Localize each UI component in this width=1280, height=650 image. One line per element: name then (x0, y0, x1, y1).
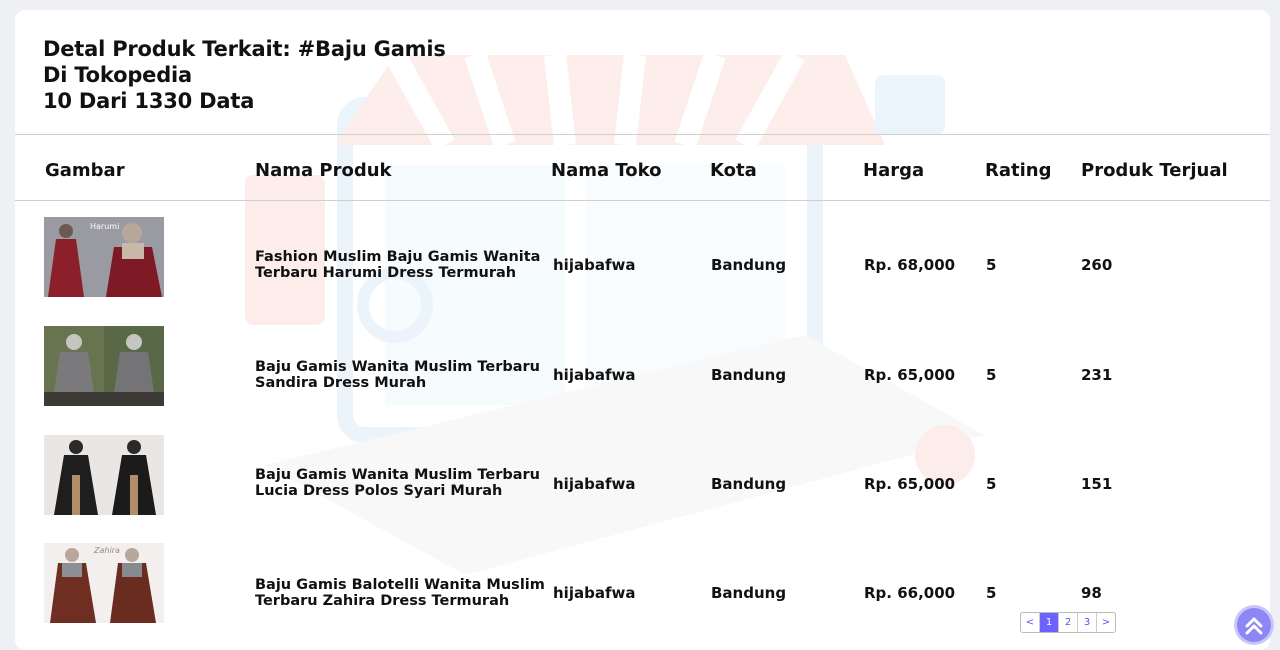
product-card (15, 10, 1270, 650)
product-image[interactable] (44, 217, 164, 297)
sold-count: 151 (1081, 475, 1113, 493)
pagination-page-3[interactable]: 3 (1078, 613, 1097, 632)
table-row (15, 326, 1270, 426)
title-line-3: 10 Dari 1330 Data (43, 89, 255, 113)
column-header-produk-terjual: Produk Terjual (1081, 160, 1228, 181)
product-name[interactable] (255, 359, 545, 391)
double-chevron-up-icon (1237, 608, 1271, 642)
pagination (1020, 612, 1116, 633)
title-line-2: Di Tokopedia (43, 63, 193, 87)
divider (15, 134, 1270, 135)
city: Bandung (711, 584, 787, 602)
product-image[interactable] (44, 543, 164, 623)
pagination-page-2[interactable]: 2 (1059, 613, 1078, 632)
pagination-next-button[interactable]: > (1101, 617, 1111, 628)
store-name: hijabafwa (553, 366, 636, 384)
product-image[interactable] (44, 326, 164, 406)
rating: 5 (986, 366, 997, 384)
product-name-line-2: Sandira Dress Murah (255, 375, 427, 391)
store-name: hijabafwa (553, 256, 636, 274)
city: Bandung (711, 256, 787, 274)
page-title (43, 36, 446, 114)
product-name[interactable] (255, 249, 545, 281)
title-line-1: Detal Produk Terkait: #Baju Gamis (43, 37, 446, 61)
column-header-gambar: Gambar (45, 160, 125, 181)
product-name-line-2: Lucia Dress Polos Syari Murah (255, 483, 503, 499)
product-name[interactable] (255, 467, 545, 499)
pagination-page-1[interactable]: 1 (1040, 613, 1059, 632)
thumb-label: Zahira (94, 546, 120, 555)
product-name[interactable] (255, 577, 545, 609)
column-header-nama-produk: Nama Produk (255, 160, 392, 181)
rating: 5 (986, 475, 997, 493)
divider (15, 200, 1270, 201)
column-header-kota: Kota (710, 160, 757, 181)
column-header-harga: Harga (863, 160, 925, 181)
product-name-line-1: Baju Gamis Balotelli Wanita Muslim (255, 577, 545, 593)
price: Rp. 68,000 (864, 256, 956, 274)
price: Rp. 66,000 (864, 584, 956, 602)
column-header-nama-toko: Nama Toko (551, 160, 662, 181)
store-name: hijabafwa (553, 475, 636, 493)
product-image[interactable] (44, 435, 164, 515)
rating: 5 (986, 584, 997, 602)
product-name-line-1: Fashion Muslim Baju Gamis Wanita (255, 249, 541, 265)
city: Bandung (711, 475, 787, 493)
sold-count: 98 (1081, 584, 1102, 602)
product-name-line-2: Terbaru Zahira Dress Termurah (255, 593, 510, 609)
product-name-line-1: Baju Gamis Wanita Muslim Terbaru (255, 359, 541, 375)
sold-count: 231 (1081, 366, 1113, 384)
scroll-to-top-button[interactable] (1237, 608, 1271, 642)
rating: 5 (986, 256, 997, 274)
column-header-rating: Rating (985, 160, 1052, 181)
thumb-label: Harumi (90, 222, 120, 231)
price: Rp. 65,000 (864, 475, 956, 493)
product-name-line-2: Terbaru Harumi Dress Termurah (255, 265, 517, 281)
pagination-prev-button[interactable]: < (1021, 613, 1040, 632)
product-name-line-1: Baju Gamis Wanita Muslim Terbaru (255, 467, 541, 483)
sold-count: 260 (1081, 256, 1113, 274)
price: Rp. 65,000 (864, 366, 956, 384)
table-row (15, 217, 1270, 317)
city: Bandung (711, 366, 787, 384)
table-row (15, 435, 1270, 535)
store-name: hijabafwa (553, 584, 636, 602)
